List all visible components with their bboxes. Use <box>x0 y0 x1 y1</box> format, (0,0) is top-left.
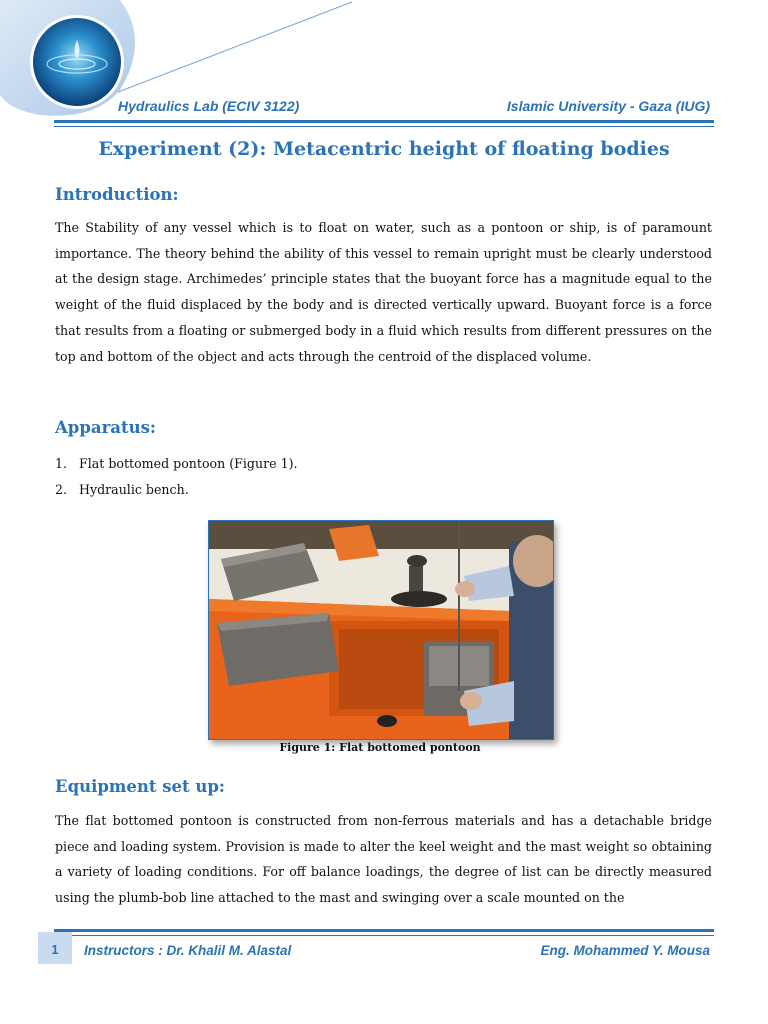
introduction-text: The Stability of any vessel which is to float on water, such as a pontoon or ship, is of paramount importance. The theory behind the ability of this vessel to remain upright must be clearly understood at the design stage. Archimedes’ principle states that the buoyant force has a magnitude equal to the weight of the fluid displaced by the body and is directed vertically upward. Buoyant force is a force that results from a floating or submerged body in a fluid which results from different pressures on the top and bottom of the object and acts through the centroid of the displaced volume. <box>55 220 712 364</box>
page-number: 1 <box>38 932 72 964</box>
header-university: Islamic University - Gaza (IUG) <box>506 98 710 114</box>
page-title: Experiment (2): Metacentric height of floating bodies <box>98 138 670 160</box>
footer-instructors: Instructors : Dr. Khalil M. Alastal <box>84 943 292 958</box>
header-rule-thin <box>54 126 714 127</box>
page-header <box>118 98 710 114</box>
figure-caption: Figure 1: Flat bottomed pontoon <box>279 741 481 754</box>
pontoon-photo <box>208 520 554 740</box>
footer-rule-thin <box>54 935 714 936</box>
footer-engineer: Eng. Mohammed Y. Mousa <box>540 943 710 958</box>
list-item: 1. Flat bottomed pontoon (Figure 1). <box>55 456 298 471</box>
header-rule <box>54 120 714 123</box>
equipment-text: The flat bottomed pontoon is constructed from non-ferrous materials and has a detachable bridge piece and loading system. Provision is made to alter the keel weight and the mast weight so obtaining a variety of loading conditions. For off balance loadings, the degree of list can be directly measured using the plumb-bob line attached to the mast and swinging over a scale mounted on the <box>55 813 712 906</box>
header-course: Hydraulics Lab (ECIV 3122) <box>118 98 300 114</box>
apparatus-heading: Apparatus: <box>55 418 156 437</box>
apparatus-list <box>55 451 298 503</box>
page-footer <box>84 943 710 958</box>
equipment-heading: Equipment set up: <box>55 777 226 796</box>
list-item: 2. Hydraulic bench. <box>55 482 189 497</box>
footer-rule <box>54 929 714 932</box>
introduction-heading: Introduction: <box>55 185 179 204</box>
